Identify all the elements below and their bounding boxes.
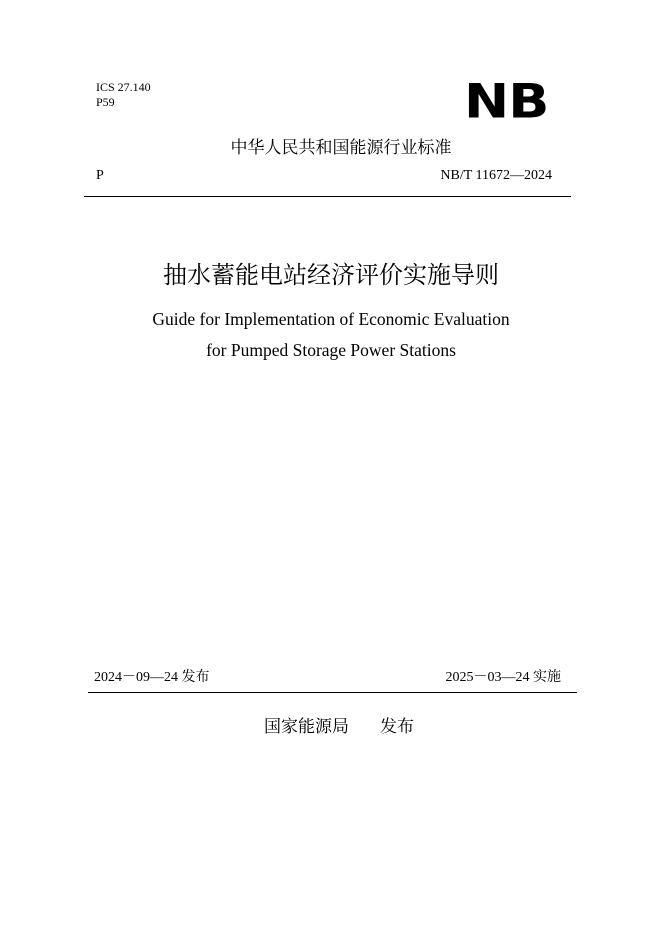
implementation-date: 2025－03—24 实施 — [445, 670, 561, 685]
nb-logo: NB — [464, 73, 549, 130]
date-divider — [88, 692, 577, 693]
ics-code: ICS 27.140 — [96, 80, 151, 94]
english-title-line-1: Guide for Implementation of Economic Evaluation — [152, 309, 510, 329]
issue-date: 2024－09—24 发布 — [94, 670, 210, 685]
chinese-title: 抽水蓄能电站经济评价实施导则 — [163, 261, 499, 289]
clc-code: P59 — [96, 95, 115, 109]
header-divider — [84, 196, 571, 197]
publisher-name: 国家能源局 — [264, 717, 349, 737]
english-title-line-2: for Pumped Storage Power Stations — [206, 340, 456, 360]
publish-action: 发布 — [380, 717, 414, 737]
standard-category: P — [96, 168, 104, 183]
standard-type-title: 中华人民共和国能源行业标准 — [230, 138, 452, 158]
standard-number: NB/T 11672—2024 — [440, 168, 552, 183]
